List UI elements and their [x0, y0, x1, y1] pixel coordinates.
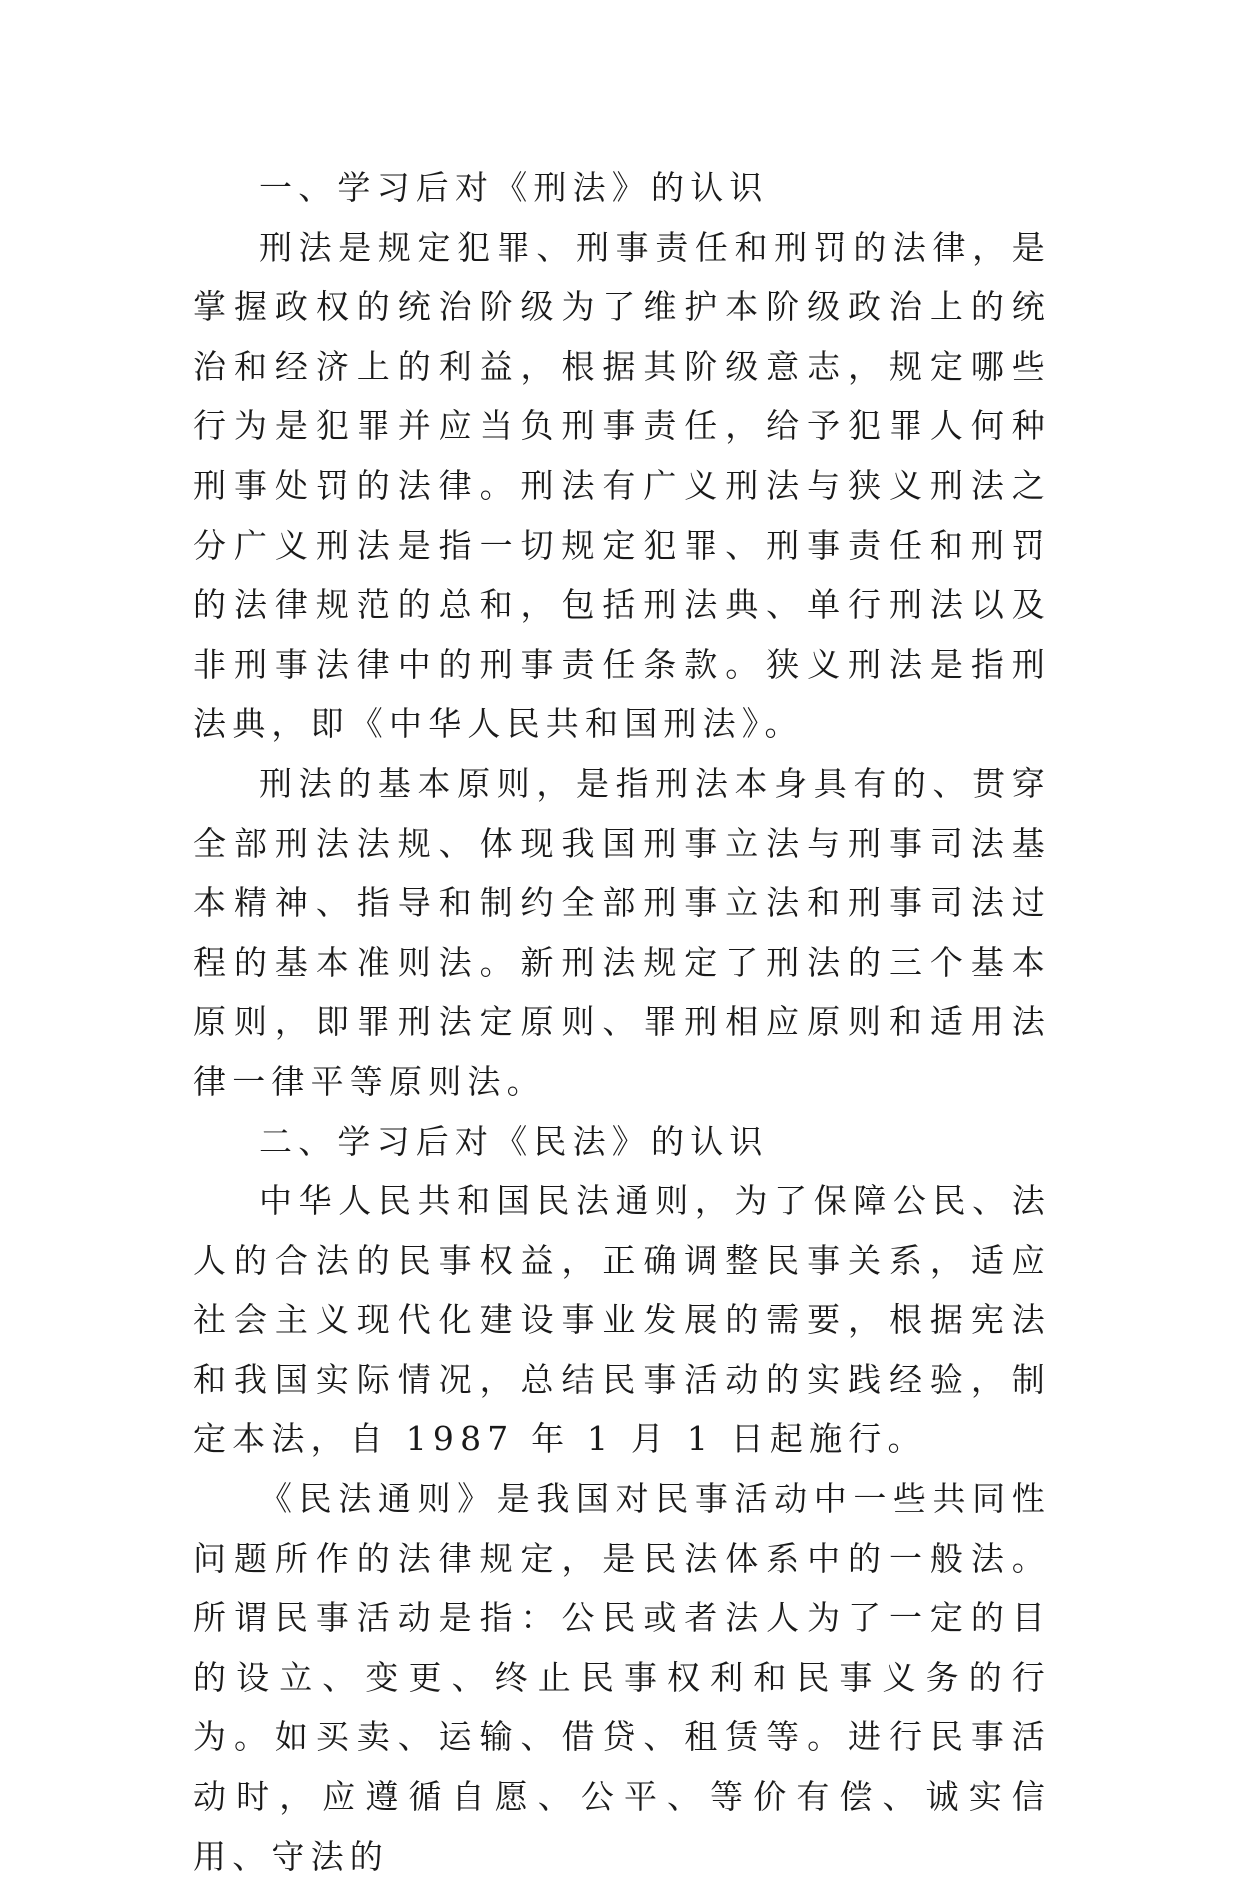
section-heading-criminal-law: 一、学习后对《刑法》的认识 — [259, 168, 769, 207]
paragraph-civil-law-general-principles: 中华人民共和国民法通则，为了保障公民、法人的合法的民事权益，正确调整民事关系，适应社会主义现代化建设事业发展的需要，根据宪法和我国实际情况，总结民事活动的实践经验，制定本法，自 1987 年 1 月 1 日起施行。 — [193, 1181, 1051, 1459]
paragraph-criminal-law-principles: 刑法的基本原则，是指刑法本身具有的、贯穿全部刑法法规、体现我国刑事立法与刑事司法基本精神、指导和制约全部刑事立法和刑事司法过程的基本准则法。新刑法规定了刑法的三个基本原则，即罪刑法定原则、罪刑相应原则和适用法律一律平等原则法。 — [193, 763, 1051, 1101]
paragraph-criminal-law-definition: 刑法是规定犯罪、刑事责任和刑罚的法律，是掌握政权的统治阶级为了维护本阶级政治上的统治和经济上的利益，根据其阶级意志，规定哪些行为是犯罪并应当负刑事责任，给予犯罪人何种刑事处罚的法律。刑法有广义刑法与狭义刑法之分广义刑法是指一切规定犯罪、刑事责任和刑罚的法律规范的总和，包括刑法典、单行刑法以及非刑事法律中的刑事责任条款。狭义刑法是指刑法典，即《中华人民共和国刑法》。 — [193, 227, 1051, 744]
section-heading-civil-law: 二、学习后对《民法》的认识 — [259, 1121, 769, 1161]
paragraph-civil-activities: 《民法通则》是我国对民事活动中一些共同性问题所作的法律规定，是民法体系中的一般法。所谓民事活动是指：公民或者法人为了一定的目的设立、变更、终止民事权利和民事义务的行为。如买卖、运输、借贷、租赁等。进行民事活动时，应遵循自愿、公平、等价有偿、诚实信用、守法的 — [193, 1479, 1051, 1876]
document-body — [193, 158, 1051, 1886]
